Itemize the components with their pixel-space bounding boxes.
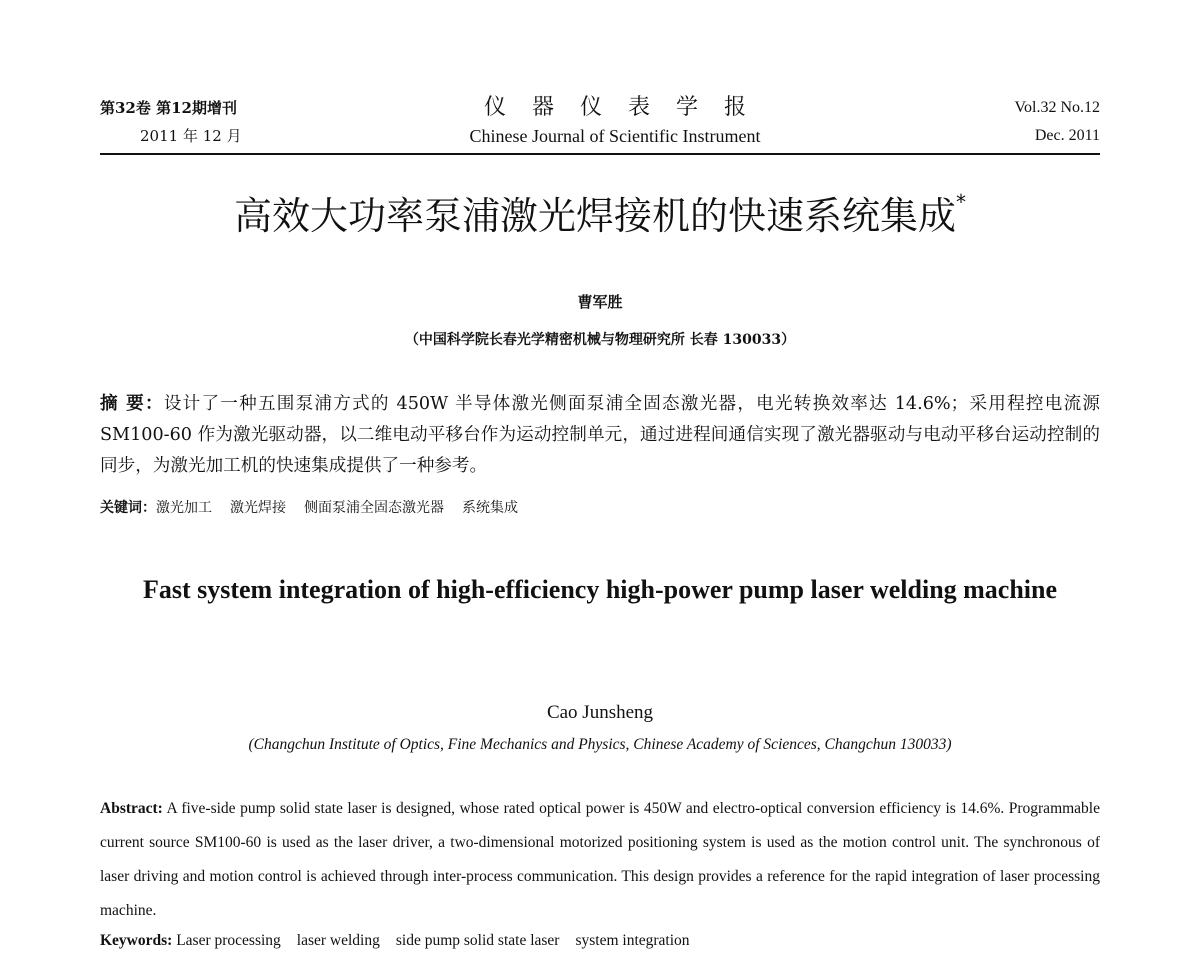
paper-title-cn <box>100 188 1100 244</box>
title-footnote-mark: * <box>956 190 966 214</box>
abstract-en-label: Abstract: <box>100 800 163 817</box>
affiliation-cn: （中国科学院长春光学精密机械与物理研究所 长春 130033） <box>404 332 796 348</box>
date-cn: 2011 年 12 月 <box>140 127 242 145</box>
keywords-en <box>100 929 1100 953</box>
journal-name-cn: 仪器仪表学报 <box>483 95 772 120</box>
keyword-cn: 激光焊接 <box>230 500 286 516</box>
keyword-en: Laser processing <box>176 932 281 949</box>
keyword-cn: 侧面泵浦全固态激光器 <box>304 500 444 516</box>
keywords-cn <box>100 496 1100 520</box>
abstract-cn <box>100 388 1100 482</box>
header-center <box>420 94 810 150</box>
keyword-en: laser welding <box>296 932 380 949</box>
date-en: Dec. 2011 <box>1034 127 1100 144</box>
keyword-cn: 系统集成 <box>462 500 518 516</box>
paper-title-cn-text: 高效大功率泵浦激光焊接机的快速系统集成 <box>233 194 956 238</box>
paper-title-en: Fast system integration of high-efficiency high-power pump laser welding machine <box>142 575 1058 604</box>
keywords-en-label: Keywords: <box>100 932 173 949</box>
volume-issue-cn: 第32卷 第12期增刊 <box>100 99 237 117</box>
journal-name-en: Chinese Journal of Scientific Instrument <box>469 126 761 146</box>
affiliation-en: (Changchun Institute of Optics, Fine Mechanics and Physics, Chinese Academy of Sciences, Changchun 130033) <box>248 736 952 753</box>
volume-issue-en: Vol.32 No.12 <box>1014 99 1100 116</box>
author-en: Cao Junsheng <box>546 702 654 723</box>
abstract-en <box>100 792 1100 928</box>
abstract-cn-label: 摘 要： <box>100 393 164 414</box>
header-right <box>900 94 1100 150</box>
header-rule <box>100 153 1100 155</box>
abstract-cn-text: 设计了一种五围泵浦方式的 450W 半导体激光侧面泵浦全固态激光器，电光转换效率达 14.6%；采用程控电流源 SM100-60 作为激光驱动器，以二维电动平移台作为运动控制单元，通过进程间通信实现了激光器驱动与电动平移台运动控制的同步，为激光加工机的快速集成提供了一种参考。 <box>100 394 1100 476</box>
header-left <box>100 94 340 150</box>
keyword-cn: 激光加工 <box>156 500 212 516</box>
keyword-en: side pump solid state laser <box>395 932 560 949</box>
keywords-cn-label: 关键词： <box>100 500 156 516</box>
author-cn: 曹军胜 <box>577 293 623 311</box>
running-header <box>100 94 1100 152</box>
keyword-en: system integration <box>575 932 690 949</box>
abstract-en-text: A five-side pump solid state laser is designed, whose rated optical power is 450W and electro-optical conversion efficiency is 14.6%. Programmable current source SM100-60 is used as the laser driver, a two-dimensional motorized positioning system is used as the motion control unit. The synchronous of laser driving and motion control is achieved through inter-process communication. This design provides a reference for the rapid integration of laser processing machine. <box>100 800 1100 919</box>
